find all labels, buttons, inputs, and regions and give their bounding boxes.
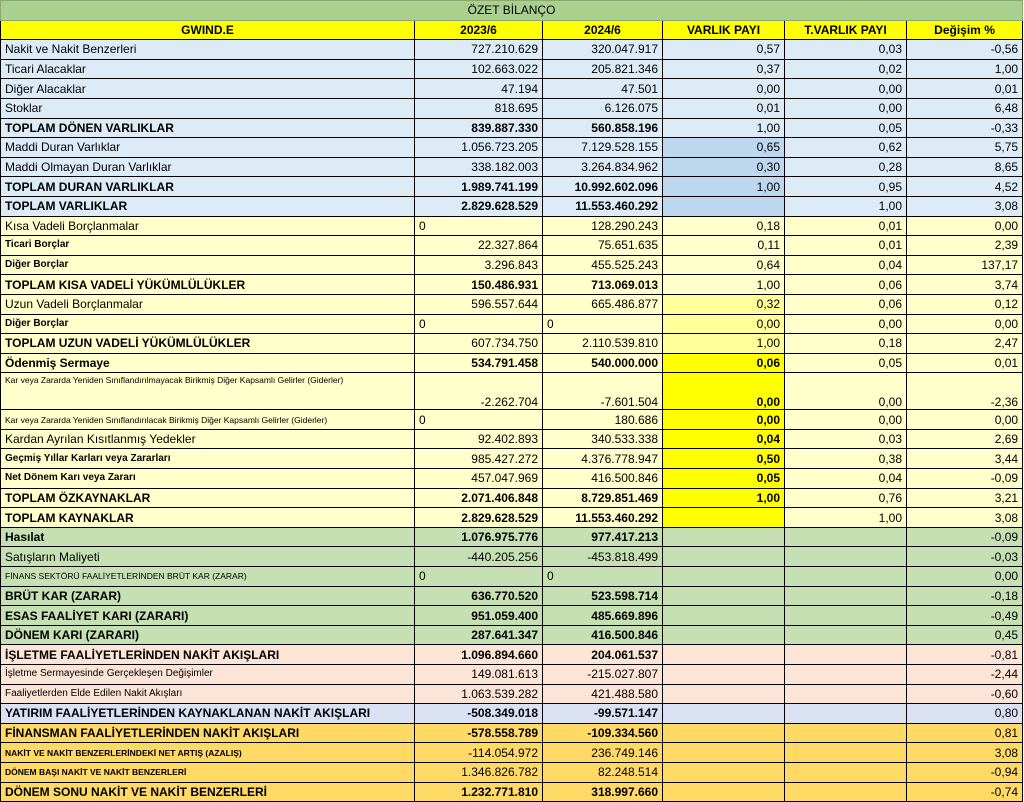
header-degisim: Değişim % [907,20,1023,40]
table-row: İşletme Sermayesinde Gerçekleşen Değişimler 149.081.613 -215.027.807 -2,44 [1,665,1023,685]
table-row: TOPLAM DURAN VARLIKLAR 1.989.741.199 10.992.602.096 1,00 0,95 4,52 [1,177,1023,197]
table-row: Hasılat 1.076.975.776 977.417.213 -0,09 [1,527,1023,547]
header-2024-6: 2024/6 [543,20,663,40]
table-row: TOPLAM VARLIKLAR 2.829.628.529 11.553.460.292 1,00 3,08 [1,196,1023,216]
table-row: Maddi Olmayan Duran Varlıklar 338.182.003 3.264.834.962 0,30 0,28 8,65 [1,157,1023,177]
table-row: DÖNEM BAŞI NAKİT VE NAKİT BENZERLERİ 1.346.826.782 82.248.514 -0,94 [1,762,1023,782]
table-row: Ticari Borçlar 22.327.864 75.651.635 0,11 0,01 2,39 [1,236,1023,256]
table-row: Stoklar 818.695 6.126.075 0,01 0,00 6,48 [1,98,1023,118]
table-row: Nakit ve Nakit Benzerleri 727.210.629 320.047.917 0,57 0,03 -0,56 [1,40,1023,60]
table-row: YATIRIM FAALİYETLERİNDEN KAYNAKLANAN NAKİT AKIŞLARI -508.349.018 -99.571.147 0,80 [1,704,1023,724]
table-row: FİNANSMAN FAALİYETLERİNDEN NAKİT AKIŞLARI -578.558.789 -109.334.560 0,81 [1,723,1023,743]
table-row: Satışların Maliyeti -440.205.256 -453.818.499 -0,03 [1,547,1023,567]
table-row: Diğer Alacaklar 47.194 47.501 0,00 0,00 0,01 [1,79,1023,99]
table-row: Kar veya Zararda Yeniden Sınıflandırılmayacak Birikmiş Diğer Kapsamlı Gelirler (Giderler) -2.262.704 -7.601.504 0,00 0,00 -2,36 [1,373,1023,410]
table-row: DÖNEM SONU NAKİT VE NAKİT BENZERLERİ 1.232.771.810 318.997.660 -0,74 [1,782,1023,802]
table-row: Kısa Vadeli Borçlanmalar 0 128.290.243 0,18 0,01 0,00 [1,216,1023,236]
table-row: TOPLAM ÖZKAYNAKLAR 2.071.406.848 8.729.851.469 1,00 0,76 3,21 [1,488,1023,508]
table-title-row [1,1,1023,21]
header-2023-6: 2023/6 [415,20,543,40]
table-row: Net Dönem Karı veya Zararı 457.047.969 416.500.846 0,05 0,04 -0,09 [1,469,1023,489]
table-row: TOPLAM KISA VADELİ YÜKÜMLÜLÜKLER 150.486.931 713.069.013 1,00 0,06 3,74 [1,275,1023,295]
table-row: Kardan Ayrılan Kısıtlanmış Yedekler 92.402.893 340.533.338 0,04 0,03 2,69 [1,429,1023,449]
table-title: ÖZET BİLANÇO [1,1,1023,21]
table-row: Faaliyetlerden Elde Edilen Nakit Akışları 1.063.539.282 421.488.580 -0,60 [1,684,1023,704]
table-row: NAKİT VE NAKİT BENZERLERİNDEKİ NET ARTIŞ (AZALIŞ) -114.054.972 236.749.146 3,08 [1,743,1023,763]
table-row: BRÜT KAR (ZARAR) 636.770.520 523.598.714 -0,18 [1,586,1023,606]
table-row: TOPLAM DÖNEN VARLIKLAR 839.887.330 560.858.196 1,00 0,05 -0,33 [1,118,1023,138]
table-row: Diğer Borçlar 3.296.843 455.525.243 0,64 0,04 137,17 [1,255,1023,275]
table-row: Diğer Borçlar 0 0 0,00 0,00 0,00 [1,314,1023,334]
table-row: Maddi Duran Varlıklar 1.056.723.205 7.129.528.155 0,65 0,62 5,75 [1,138,1023,158]
header-t-varlik-payi: T.VARLIK PAYI [785,20,907,40]
table-row: TOPLAM UZUN VADELİ YÜKÜMLÜLÜKLER 607.734.750 2.110.539.810 1,00 0,18 2,47 [1,334,1023,354]
table-row: Geçmiş Yıllar Karları veya Zararları 985.427.272 4.376.778.947 0,50 0,38 3,44 [1,449,1023,469]
table-row: Uzun Vadeli Borçlanmalar 596.557.644 665.486.877 0,32 0,06 0,12 [1,294,1023,314]
header-ticker: GWIND.E [1,20,415,40]
header-row [1,20,1023,40]
table-row: FİNANS SEKTÖRÜ FAALİYETLERİNDEN BRÜT KAR (ZARAR) 0 0 0,00 [1,567,1023,587]
table-row: DÖNEM KARI (ZARARI) 287.641.347 416.500.846 0,45 [1,625,1023,645]
table-row: Ödenmiş Sermaye 534.791.458 540.000.000 0,06 0,05 0,01 [1,353,1023,373]
table-row: İŞLETME FAALİYETLERİNDEN NAKİT AKIŞLARI 1.096.894.660 204.061.537 -0,81 [1,645,1023,665]
table-row: ESAS FAALİYET KARI (ZARARI) 951.059.400 485.669.896 -0,49 [1,606,1023,626]
table-row: Ticari Alacaklar 102.663.022 205.821.346 0,37 0,02 1,00 [1,59,1023,79]
table-row: TOPLAM KAYNAKLAR 2.829.628.529 11.553.460.292 1,00 3,08 [1,508,1023,528]
table-row: Kar veya Zararda Yeniden Sınıflandırılacak Birikmiş Diğer Kapsamlı Gelirler (Giderler) 0 180.686 0,00 0,00 0,00 [1,410,1023,430]
header-varlik-payi: VARLIK PAYI [663,20,785,40]
